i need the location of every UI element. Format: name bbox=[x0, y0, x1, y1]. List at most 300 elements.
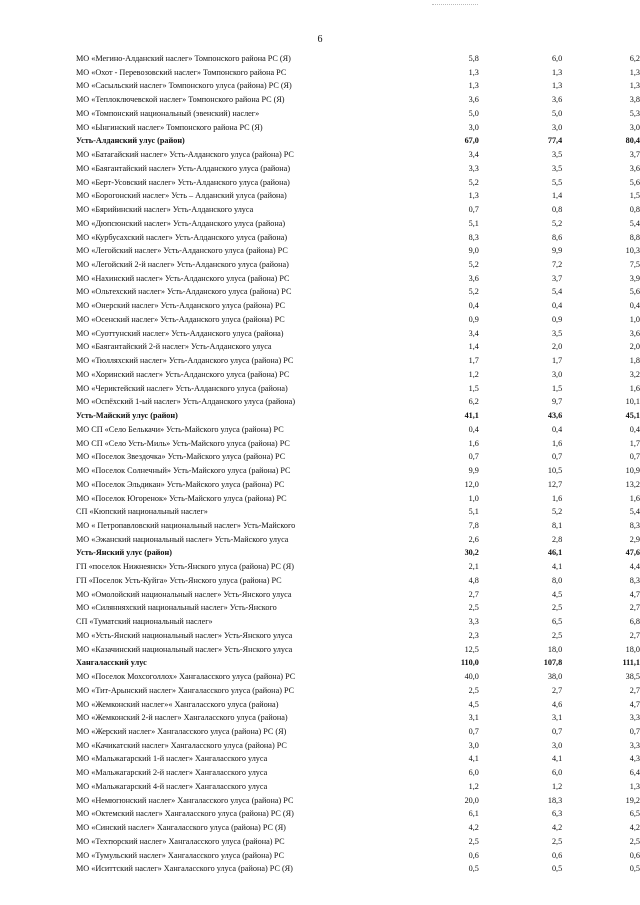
municipality-name-cell: МО «Охот - Перевозовский наслег» Томпонского района РС bbox=[76, 67, 287, 77]
value-col-1-cell: 3,4 bbox=[468, 150, 479, 160]
district-heading-row bbox=[76, 134, 640, 148]
table-row bbox=[76, 189, 640, 203]
value-col-1-cell: 5,0 bbox=[468, 108, 479, 118]
value-col-3-cell: 38,5 bbox=[625, 672, 640, 682]
table-row bbox=[76, 368, 640, 382]
municipality-name-cell: МО «Жемконский 2-й наслег» Хангаласского улуса (района) bbox=[76, 713, 288, 723]
value-col-2-cell: 3,0 bbox=[551, 122, 563, 132]
value-col-1-cell: 2,5 bbox=[468, 603, 479, 613]
value-col-1-cell: 1,3 bbox=[468, 81, 479, 91]
value-col-1-cell: 9,9 bbox=[468, 466, 479, 476]
value-col-2-cell: 4,2 bbox=[551, 823, 563, 833]
value-col-2-cell: 6,0 bbox=[551, 54, 563, 63]
table-row bbox=[76, 66, 640, 80]
value-col-3-cell: 4,3 bbox=[629, 754, 640, 764]
value-col-3-cell: 5,4 bbox=[629, 507, 640, 517]
table-row bbox=[76, 643, 640, 657]
value-col-3-cell: 3,2 bbox=[629, 369, 640, 379]
municipality-name-cell: МО «Тит-Арынский наслег» Хангаласского улуса (района) РС bbox=[76, 685, 295, 695]
value-col-2-cell: 0,7 bbox=[551, 726, 563, 736]
value-col-1-cell: 0,9 bbox=[468, 314, 479, 324]
municipality-name-cell: МО «Казачинский национальный наслег» Усть-Янского улуса bbox=[76, 644, 293, 654]
value-col-2-cell: 4,6 bbox=[551, 699, 563, 709]
value-col-3-cell: 3,3 bbox=[629, 740, 640, 750]
table-row bbox=[76, 313, 640, 327]
value-col-3-cell: 3,0 bbox=[629, 122, 640, 132]
municipality-name-cell: Усть-Алданский улус (район) bbox=[76, 136, 185, 146]
municipality-name-cell: МО «Оспёхский 1-ый наслег» Усть-Алданского улуса (района) bbox=[76, 397, 296, 407]
municipality-name-cell: МО «Баягантайский 2-й наслег» Усть-Алданского улуса bbox=[76, 342, 272, 352]
table-row bbox=[76, 629, 640, 643]
value-col-1-cell: 1,4 bbox=[468, 342, 479, 352]
municipality-name-cell: МО «Берт-Усовский наслег» Усть-Алданского улуса (района) bbox=[76, 177, 290, 187]
value-col-1-cell: 1,5 bbox=[468, 383, 479, 393]
municipality-name-cell: МО «Октемский наслег» Хангаласского улуса (района) РС (Я) bbox=[76, 809, 294, 819]
value-col-2-cell: 1,5 bbox=[551, 383, 563, 393]
value-col-1-cell: 67,0 bbox=[464, 136, 479, 146]
table-row bbox=[76, 437, 640, 451]
municipality-name-cell: МО «Тюлляхский наслег» Усть-Алданского улуса (района) РС bbox=[76, 356, 294, 366]
value-col-1-cell: 12,0 bbox=[464, 479, 479, 489]
value-col-1-cell: 5,1 bbox=[468, 507, 479, 517]
value-col-1-cell: 2,1 bbox=[468, 562, 479, 572]
value-col-2-cell: 6,0 bbox=[551, 768, 563, 778]
value-col-1-cell: 4,1 bbox=[468, 754, 479, 764]
value-col-1-cell: 2,5 bbox=[468, 836, 479, 846]
value-col-2-cell: 5,2 bbox=[551, 218, 563, 228]
value-col-3-cell: 6,8 bbox=[629, 617, 640, 627]
value-col-3-cell: 6,4 bbox=[629, 768, 640, 778]
value-col-3-cell: 5,3 bbox=[629, 108, 640, 118]
value-col-3-cell: 1,8 bbox=[629, 356, 640, 366]
value-col-1-cell: 1,0 bbox=[468, 493, 479, 503]
value-col-3-cell: 5,6 bbox=[629, 287, 640, 297]
value-col-1-cell: 2,6 bbox=[468, 534, 479, 544]
value-col-1-cell: 1,7 bbox=[468, 356, 479, 366]
municipality-name-cell: СП «Туматский национальный наслег» bbox=[76, 617, 213, 627]
value-col-2-cell: 8,0 bbox=[551, 575, 563, 585]
municipality-name-cell: МО «Осенский наслег» Усть-Алданского улуса (района) РС bbox=[76, 314, 285, 324]
table-row bbox=[76, 176, 640, 190]
value-col-2-cell: 18,3 bbox=[547, 795, 563, 805]
value-col-3-cell: 0,4 bbox=[629, 424, 640, 434]
municipality-name-cell: МО «Суоттунский наслег» Усть-Алданского улуса (района) bbox=[76, 328, 284, 338]
municipality-name-cell: МО «Бярийинский наслег» Усть-Алданского улуса bbox=[76, 205, 254, 215]
table-row bbox=[76, 354, 640, 368]
municipality-name-cell: МО «Иситтский наслег» Хангаласского улуса (района) РС (Я) bbox=[76, 864, 293, 874]
value-col-3-cell: 1,6 bbox=[629, 493, 640, 503]
value-col-2-cell: 3,5 bbox=[551, 150, 563, 160]
value-col-1-cell: 2,3 bbox=[468, 630, 479, 640]
value-col-3-cell: 0,4 bbox=[629, 301, 640, 311]
municipality-name-cell: МО «Легойский 2-й наслег» Усть-Алданского улуса (района) bbox=[76, 260, 289, 270]
value-col-2-cell: 1,3 bbox=[551, 67, 563, 77]
value-col-3-cell: 13,2 bbox=[625, 479, 640, 489]
value-col-1-cell: 2,5 bbox=[468, 685, 479, 695]
municipality-name-cell: МО СП «Село Белькачи» Усть-Майского улуса (района) РС bbox=[76, 424, 284, 434]
value-col-1-cell: 110,0 bbox=[460, 658, 479, 668]
table-row bbox=[76, 615, 640, 629]
value-col-3-cell: 1,5 bbox=[629, 191, 640, 201]
table-row bbox=[76, 862, 640, 876]
value-col-2-cell: 3,6 bbox=[551, 95, 563, 105]
value-col-3-cell: 10,3 bbox=[625, 246, 640, 256]
value-col-1-cell: 5,1 bbox=[468, 218, 479, 228]
municipality-name-cell: МО «Легойский наслег» Усть-Алданского улуса (района) РС bbox=[76, 246, 288, 256]
value-col-2-cell: 5,0 bbox=[551, 108, 563, 118]
table-row bbox=[76, 93, 640, 107]
value-col-3-cell: 6,5 bbox=[629, 809, 640, 819]
municipality-name-cell: МО «Дюпсюнский наслег» Усть-Алданского улуса (района) bbox=[76, 218, 286, 228]
value-col-1-cell: 5,2 bbox=[468, 287, 479, 297]
table-row bbox=[76, 684, 640, 698]
value-col-3-cell: 1,3 bbox=[629, 781, 640, 791]
value-col-1-cell: 40,0 bbox=[464, 672, 479, 682]
municipality-name-cell: МО «Поселок Эльдикан» Усть-Майского улуса (района) РС bbox=[76, 479, 285, 489]
table-row bbox=[76, 395, 640, 409]
value-col-1-cell: 0,5 bbox=[468, 864, 479, 874]
value-col-1-cell: 4,8 bbox=[468, 575, 479, 585]
table-row bbox=[76, 670, 640, 684]
value-col-3-cell: 0,7 bbox=[629, 452, 640, 462]
value-col-2-cell: 1,6 bbox=[551, 493, 563, 503]
value-col-3-cell: 4,7 bbox=[629, 699, 640, 709]
value-col-3-cell: 3,8 bbox=[629, 95, 640, 105]
value-col-2-cell: 18,0 bbox=[547, 644, 563, 654]
value-col-3-cell: 8,8 bbox=[629, 232, 640, 242]
value-col-2-cell: 38,0 bbox=[547, 672, 563, 682]
value-col-2-cell: 6,3 bbox=[551, 809, 563, 819]
value-col-2-cell: 0,7 bbox=[551, 452, 563, 462]
table-body bbox=[76, 52, 640, 876]
table-row bbox=[76, 588, 640, 602]
value-col-1-cell: 9,0 bbox=[468, 246, 479, 256]
value-col-3-cell: 2,7 bbox=[629, 630, 640, 640]
value-col-2-cell: 3,0 bbox=[551, 369, 563, 379]
value-col-1-cell: 1,2 bbox=[468, 781, 479, 791]
value-col-2-cell: 77,4 bbox=[547, 136, 563, 146]
municipality-name-cell: МО «Техтюрский наслег» Хангаласского улуса (района) РС bbox=[76, 836, 285, 846]
value-col-2-cell: 3,1 bbox=[551, 713, 563, 723]
value-col-2-cell: 43,6 bbox=[547, 411, 563, 421]
municipality-name-cell: МО СП «Село Усть-Миль» Усть-Майского улуса (района) РС bbox=[76, 438, 290, 448]
value-col-2-cell: 4,5 bbox=[551, 589, 563, 599]
municipality-name-cell: МО «Синский наслег» Хангаласского улуса (района) РС (Я) bbox=[76, 823, 286, 833]
municipal-data-table bbox=[76, 52, 640, 876]
value-col-3-cell: 1,6 bbox=[629, 383, 640, 393]
value-col-2-cell: 0,6 bbox=[551, 850, 563, 860]
value-col-2-cell: 8,6 bbox=[551, 232, 563, 242]
table-row bbox=[76, 766, 640, 780]
value-col-3-cell: 4,2 bbox=[629, 823, 640, 833]
municipality-name-cell: МО «Омолойский национальный наслег» Усть-Янского улуса bbox=[76, 589, 292, 599]
table-row bbox=[76, 272, 640, 286]
value-col-1-cell: 5,8 bbox=[468, 54, 479, 63]
table-row bbox=[76, 121, 640, 135]
table-row bbox=[76, 505, 640, 519]
value-col-3-cell: 7,5 bbox=[629, 260, 640, 270]
value-col-2-cell: 4,1 bbox=[551, 754, 563, 764]
municipality-name-cell: МО «Ынгинский наслег» Томпонского района РС (Я) bbox=[76, 122, 263, 132]
municipality-name-cell: МО «Поселок Солнечный» Усть-Майского улуса (района) РС bbox=[76, 466, 291, 476]
value-col-3-cell: 3,9 bbox=[629, 273, 640, 283]
value-col-3-cell: 8,3 bbox=[629, 520, 640, 530]
municipality-name-cell: МО «Мегино-Алданский наслег» Томпонского района РС (Я) bbox=[76, 54, 291, 63]
value-col-1-cell: 0,7 bbox=[468, 205, 479, 215]
municipality-name-cell: МО «Баягантайский наслег» Усть-Алданского улуса (района) bbox=[76, 163, 291, 173]
value-col-1-cell: 3,4 bbox=[468, 328, 479, 338]
table-row bbox=[76, 258, 640, 272]
value-col-2-cell: 2,5 bbox=[551, 836, 563, 846]
value-col-2-cell: 5,5 bbox=[551, 177, 563, 187]
municipality-name-cell: МО «Томпонский национальный (эвенский) наслег» bbox=[76, 108, 260, 118]
municipality-name-cell: МО «Батагайский наслег» Усть-Алданского улуса (района) РС bbox=[76, 150, 294, 160]
value-col-2-cell: 2,0 bbox=[551, 342, 563, 352]
municipality-name-cell: МО «Чериктейский наслег» Усть-Алданского улуса (района) bbox=[76, 383, 288, 393]
value-col-3-cell: 4,4 bbox=[629, 562, 640, 572]
value-col-3-cell: 0,5 bbox=[629, 864, 640, 874]
municipality-name-cell: МО «Немюгюнский наслег» Хангаласского улуса (района) РС bbox=[76, 795, 294, 805]
value-col-2-cell: 1,2 bbox=[551, 781, 563, 791]
page-number: 6 bbox=[317, 34, 323, 45]
table-row bbox=[76, 382, 640, 396]
district-heading-row bbox=[76, 546, 640, 560]
value-col-3-cell: 5,4 bbox=[629, 218, 640, 228]
value-col-3-cell: 2,7 bbox=[629, 603, 640, 613]
municipality-name-cell: МО «Теплоключевской наслег» Томпонского района РС (Я) bbox=[76, 95, 285, 105]
value-col-1-cell: 5,2 bbox=[468, 177, 479, 187]
value-col-2-cell: 1,7 bbox=[551, 356, 563, 366]
value-col-1-cell: 0,4 bbox=[468, 301, 479, 311]
value-col-2-cell: 107,8 bbox=[543, 658, 563, 668]
value-col-2-cell: 2,8 bbox=[551, 534, 563, 544]
header-scan-mark bbox=[432, 4, 478, 7]
value-col-1-cell: 3,3 bbox=[468, 617, 479, 627]
municipality-name-cell: МО «Сасыльский наслег» Томпонского улуса (района) РС (Я) bbox=[76, 81, 292, 91]
value-col-3-cell: 2,5 bbox=[629, 836, 640, 846]
value-col-3-cell: 5,6 bbox=[629, 177, 640, 187]
municipality-name-cell: МО «Мальжагарский 2-й наслег» Хангаласского улуса bbox=[76, 768, 268, 778]
municipality-name-cell: МО «Мальжагарский 4-й наслег» Хангаласского улуса bbox=[76, 781, 268, 791]
municipality-name-cell: СП «Кюпский национальный наслег» bbox=[76, 507, 208, 517]
municipality-name-cell: МО «Хоринский наслег» Усть-Алданского улуса (района) РС bbox=[76, 369, 290, 379]
value-col-1-cell: 7,8 bbox=[468, 520, 479, 530]
table-row bbox=[76, 711, 640, 725]
municipality-name-cell: МО «Эжанский национальный наслег» Усть-Майского улуса bbox=[76, 534, 289, 544]
table-row bbox=[76, 162, 640, 176]
table-row bbox=[76, 601, 640, 615]
table-row bbox=[76, 560, 640, 574]
district-heading-row bbox=[76, 656, 640, 670]
value-col-3-cell: 1,3 bbox=[629, 81, 640, 91]
value-col-3-cell: 0,6 bbox=[629, 850, 640, 860]
value-col-1-cell: 41,1 bbox=[464, 411, 479, 421]
value-col-1-cell: 6,0 bbox=[468, 768, 479, 778]
municipality-name-cell: МО «Мальжагарский 1-й наслег» Хангаласского улуса bbox=[76, 754, 268, 764]
value-col-2-cell: 3,0 bbox=[551, 740, 563, 750]
municipality-name-cell: МО «Нахинский наслег» Усть-Алданского улуса (района) РС bbox=[76, 273, 290, 283]
municipality-name-cell: Усть-Янский улус (район) bbox=[76, 548, 172, 558]
table-row bbox=[76, 231, 640, 245]
municipality-name-cell: МО «Борогонский наслег» Усть – Алданский улуса (района) bbox=[76, 191, 287, 201]
table-row bbox=[76, 423, 640, 437]
table-row bbox=[76, 327, 640, 341]
value-col-1-cell: 1,3 bbox=[468, 67, 479, 77]
municipality-name-cell: МО «Поселок Звездочка» Усть-Майского улуса (района) РС bbox=[76, 452, 286, 462]
value-col-1-cell: 1,3 bbox=[468, 191, 479, 201]
value-col-2-cell: 2,5 bbox=[551, 603, 563, 613]
value-col-2-cell: 0,8 bbox=[551, 205, 563, 215]
value-col-2-cell: 8,1 bbox=[551, 520, 563, 530]
value-col-2-cell: 0,4 bbox=[551, 301, 563, 311]
table-row bbox=[76, 533, 640, 547]
table-row bbox=[76, 835, 640, 849]
value-col-3-cell: 18,0 bbox=[625, 644, 640, 654]
value-col-1-cell: 1,6 bbox=[468, 438, 479, 448]
value-col-2-cell: 6,5 bbox=[551, 617, 563, 627]
municipality-name-cell: Усть-Майский улус (район) bbox=[76, 411, 178, 421]
value-col-3-cell: 0,8 bbox=[629, 205, 640, 215]
value-col-1-cell: 6,2 bbox=[468, 397, 479, 407]
value-col-2-cell: 1,4 bbox=[551, 191, 563, 201]
municipality-name-cell: МО «Качикатский наслег» Хангаласского улуса (района) РС bbox=[76, 740, 287, 750]
value-col-1-cell: 3,1 bbox=[468, 713, 479, 723]
value-col-1-cell: 12,5 bbox=[464, 644, 479, 654]
municipality-name-cell: ГП «Поселок Усть-Куйга» Усть-Янского улуса (района) РС bbox=[76, 575, 282, 585]
value-col-3-cell: 2,9 bbox=[629, 534, 640, 544]
value-col-1-cell: 0,7 bbox=[468, 726, 479, 736]
value-col-1-cell: 2,7 bbox=[468, 589, 479, 599]
value-col-2-cell: 12,7 bbox=[547, 479, 563, 489]
table-row bbox=[76, 464, 640, 478]
value-col-3-cell: 3,6 bbox=[629, 328, 640, 338]
value-col-1-cell: 3,6 bbox=[468, 95, 479, 105]
value-col-1-cell: 3,0 bbox=[468, 122, 479, 132]
value-col-1-cell: 8,3 bbox=[468, 232, 479, 242]
value-col-2-cell: 9,9 bbox=[551, 246, 563, 256]
value-col-2-cell: 5,2 bbox=[551, 507, 563, 517]
municipality-name-cell: МО «Жемконский наслег»« Хангаласского улуса (района) bbox=[76, 699, 279, 709]
value-col-2-cell: 4,1 bbox=[551, 562, 563, 572]
value-col-3-cell: 3,6 bbox=[629, 163, 640, 173]
table-row bbox=[76, 107, 640, 121]
municipality-name-cell: Хангаласский улус bbox=[76, 658, 147, 668]
value-col-3-cell: 3,3 bbox=[629, 713, 640, 723]
municipality-name-cell: МО «Жерский наслег» Хангаласского улуса (района) РС (Я) bbox=[76, 726, 287, 736]
value-col-2-cell: 10,5 bbox=[547, 466, 563, 476]
value-col-3-cell: 10,1 bbox=[625, 397, 640, 407]
value-col-3-cell: 80,4 bbox=[625, 136, 640, 146]
value-col-2-cell: 1,3 bbox=[551, 81, 563, 91]
table-row bbox=[76, 849, 640, 863]
value-col-2-cell: 0,9 bbox=[551, 314, 563, 324]
table-row bbox=[76, 79, 640, 93]
municipality-name-cell: МО «Силянняхский национальный наслег» Усть-Янского bbox=[76, 603, 277, 613]
municipality-name-cell: МО «Поселок Югоренок» Усть-Майского улуса (района) РС bbox=[76, 493, 287, 503]
municipality-name-cell: МО «Онерский наслег» Усть-Алданского улуса (района) РС bbox=[76, 301, 286, 311]
table-row bbox=[76, 752, 640, 766]
value-col-2-cell: 46,1 bbox=[547, 548, 563, 558]
table-row bbox=[76, 478, 640, 492]
value-col-2-cell: 3,5 bbox=[551, 328, 563, 338]
value-col-1-cell: 0,7 bbox=[468, 452, 479, 462]
value-col-3-cell: 1,7 bbox=[629, 438, 640, 448]
table-row bbox=[76, 299, 640, 313]
table-row bbox=[76, 821, 640, 835]
value-col-2-cell: 2,5 bbox=[551, 630, 563, 640]
value-col-1-cell: 0,6 bbox=[468, 850, 479, 860]
value-col-2-cell: 7,2 bbox=[551, 260, 563, 270]
district-heading-row bbox=[76, 409, 640, 423]
value-col-3-cell: 45,1 bbox=[625, 411, 640, 421]
municipality-name-cell: МО «Поселок Мохсоголлох» Хангаласского улуса (района) РС bbox=[76, 672, 296, 682]
value-col-2-cell: 0,5 bbox=[551, 864, 563, 874]
table-row bbox=[76, 217, 640, 231]
table-row bbox=[76, 780, 640, 794]
value-col-1-cell: 3,3 bbox=[468, 163, 479, 173]
table-row bbox=[76, 725, 640, 739]
table-row bbox=[76, 52, 640, 66]
table-row bbox=[76, 340, 640, 354]
value-col-2-cell: 9,7 bbox=[551, 397, 563, 407]
municipality-name-cell: МО «Тумульский наслег» Хангаласского улуса (района) РС bbox=[76, 850, 285, 860]
value-col-2-cell: 1,6 bbox=[551, 438, 563, 448]
table-row bbox=[76, 739, 640, 753]
table-row bbox=[76, 148, 640, 162]
value-col-2-cell: 3,7 bbox=[551, 273, 563, 283]
value-col-3-cell: 6,2 bbox=[629, 54, 640, 63]
value-col-3-cell: 47,6 bbox=[625, 548, 640, 558]
value-col-1-cell: 1,2 bbox=[468, 369, 479, 379]
table-row bbox=[76, 285, 640, 299]
value-col-1-cell: 3,6 bbox=[468, 273, 479, 283]
municipality-name-cell: МО « Петропавловский национальный наслег» Усть-Майского bbox=[76, 520, 296, 530]
value-col-2-cell: 3,5 bbox=[551, 163, 563, 173]
value-col-3-cell: 0,7 bbox=[629, 726, 640, 736]
value-col-1-cell: 4,2 bbox=[468, 823, 479, 833]
value-col-3-cell: 4,7 bbox=[629, 589, 640, 599]
value-col-1-cell: 4,5 bbox=[468, 699, 479, 709]
value-col-2-cell: 5,4 bbox=[551, 287, 563, 297]
municipality-name-cell: МО «Ольтехский наслег» Усть-Алданского улуса (района) РС bbox=[76, 287, 292, 297]
table-row bbox=[76, 203, 640, 217]
table-row bbox=[76, 794, 640, 808]
table-row bbox=[76, 244, 640, 258]
value-col-1-cell: 3,0 bbox=[468, 740, 479, 750]
table-row bbox=[76, 519, 640, 533]
table-row bbox=[76, 698, 640, 712]
value-col-1-cell: 5,2 bbox=[468, 260, 479, 270]
municipality-name-cell: МО «Курбусахский наслег» Усть-Алданского улуса (района) bbox=[76, 232, 288, 242]
value-col-3-cell: 111,1 bbox=[622, 658, 640, 668]
table-row bbox=[76, 492, 640, 506]
value-col-2-cell: 2,7 bbox=[551, 685, 563, 695]
value-col-1-cell: 30,2 bbox=[464, 548, 479, 558]
value-col-1-cell: 6,1 bbox=[468, 809, 479, 819]
value-col-3-cell: 2,0 bbox=[629, 342, 640, 352]
municipality-name-cell: МО «Усть-Янский национальный наслег» Усть-Янского улуса bbox=[76, 630, 293, 640]
value-col-3-cell: 1,3 bbox=[629, 67, 640, 77]
value-col-3-cell: 19,2 bbox=[625, 795, 640, 805]
value-col-3-cell: 1,0 bbox=[629, 314, 640, 324]
value-col-3-cell: 8,3 bbox=[629, 575, 640, 585]
table-row bbox=[76, 807, 640, 821]
value-col-3-cell: 3,7 bbox=[629, 150, 640, 160]
value-col-3-cell: 10,9 bbox=[625, 466, 640, 476]
value-col-3-cell: 2,7 bbox=[629, 685, 640, 695]
value-col-2-cell: 0,4 bbox=[551, 424, 563, 434]
table-row bbox=[76, 450, 640, 464]
